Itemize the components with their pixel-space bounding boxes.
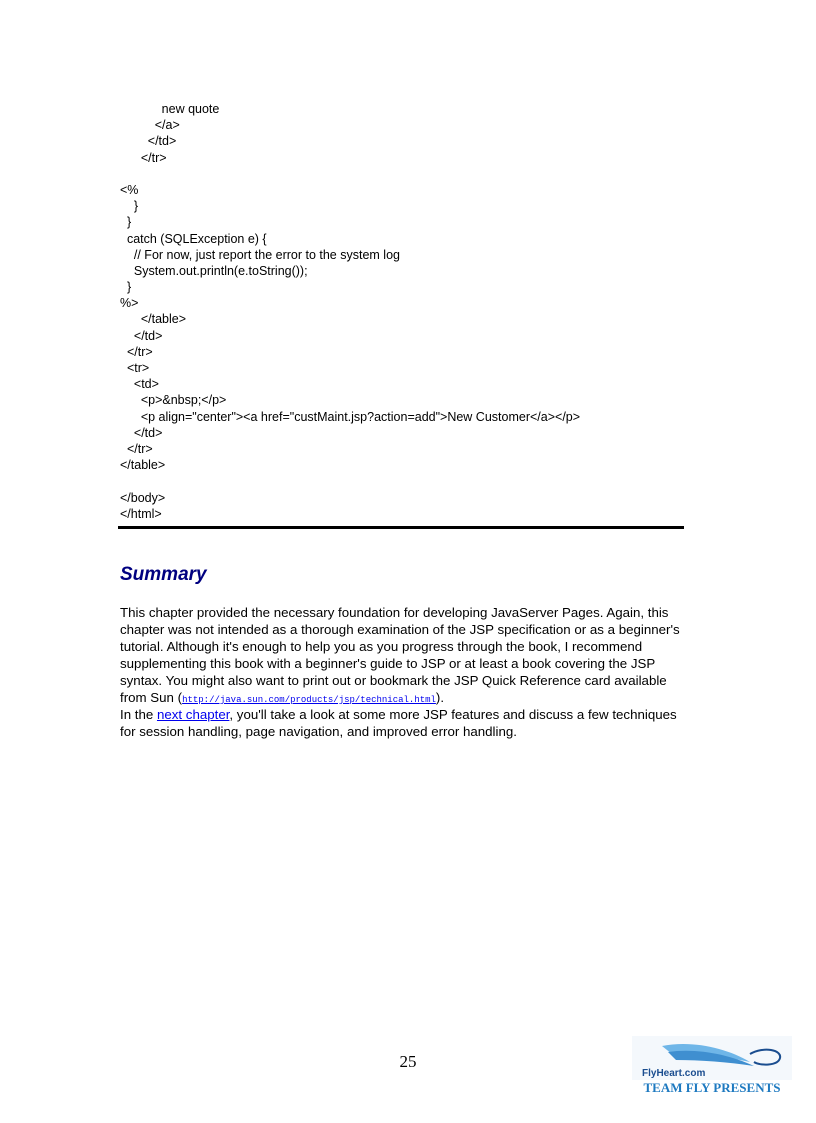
code-line: </tr> xyxy=(120,150,167,165)
code-line: // For now, just report the error to the system log xyxy=(120,247,400,262)
paragraph-line: This chapter provided the necessary foundation for developing JavaServer Pages. Again, this xyxy=(120,605,669,620)
code-line: catch (SQLException e) { xyxy=(120,231,267,246)
text-segment: from Sun ( xyxy=(120,690,183,705)
code-listing xyxy=(120,101,580,522)
paragraph-line: supplementing this book with a beginner's guide to JSP or at least a book covering the JSP xyxy=(120,656,656,671)
code-line: <p align="center"><a href="custMaint.jsp?action=add">New Customer</a></p> xyxy=(120,409,581,424)
code-line xyxy=(120,166,580,182)
code-line: <p>&nbsp;</p> xyxy=(120,393,227,408)
text-segment: ). xyxy=(435,690,445,705)
sun-url-link[interactable]: http://java.sun.com/products/jsp/technical.html xyxy=(182,695,436,705)
code-line: </tr> xyxy=(120,344,153,359)
text-segment: In the xyxy=(120,707,157,722)
code-line: } xyxy=(120,215,132,230)
section-divider xyxy=(118,526,684,529)
code-line: </body> xyxy=(120,490,166,505)
summary-paragraph xyxy=(120,604,700,689)
team-fly-logo xyxy=(632,1036,792,1098)
logo-caption: TEAM FLY PRESENTS xyxy=(643,1080,781,1095)
code-line: } xyxy=(120,280,132,295)
page-number: 25 xyxy=(399,1052,417,1071)
code-line: <tr> xyxy=(120,361,150,375)
code-line: </tr> xyxy=(120,441,153,456)
next-chapter-paragraph xyxy=(120,706,700,723)
summary-paragraph-last-line xyxy=(120,689,700,706)
next-chapter-link[interactable]: next chapter xyxy=(156,707,230,722)
code-line: new quote xyxy=(120,102,220,116)
paragraph-line: tutorial. Although it's enough to help you as you progress through the book, I recommend xyxy=(120,639,643,654)
code-line: </td> xyxy=(120,328,163,343)
paragraph-line: chapter was not intended as a thorough examination of the JSP specification or as a beginner's xyxy=(120,622,680,637)
paragraph-line: syntax. You might also want to print out or bookmark the JSP Quick Reference card available xyxy=(120,673,667,688)
code-line: } xyxy=(120,199,139,214)
code-line: <% xyxy=(120,182,139,197)
code-line: </table> xyxy=(120,312,187,327)
code-line xyxy=(120,473,580,489)
code-line: </html> xyxy=(120,506,162,521)
logo-wordmark: FlyHeart.com xyxy=(642,1068,706,1079)
code-line: </td> xyxy=(120,134,177,149)
code-line: System.out.println(e.toString()); xyxy=(120,263,308,278)
code-line: </table> xyxy=(120,458,166,473)
summary-body xyxy=(120,604,700,740)
text-segment: , you'll take a look at some more JSP features and discuss a few techniques xyxy=(229,707,677,722)
section-heading: Summary xyxy=(120,564,207,585)
next-chapter-paragraph-line2: for session handling, page navigation, and improved error handling. xyxy=(120,724,517,739)
code-line: </td> xyxy=(120,425,163,440)
code-line: %> xyxy=(120,296,139,311)
code-line: </a> xyxy=(120,118,180,133)
code-line: <td> xyxy=(120,377,159,392)
flyheart-logo-icon xyxy=(632,1036,792,1080)
